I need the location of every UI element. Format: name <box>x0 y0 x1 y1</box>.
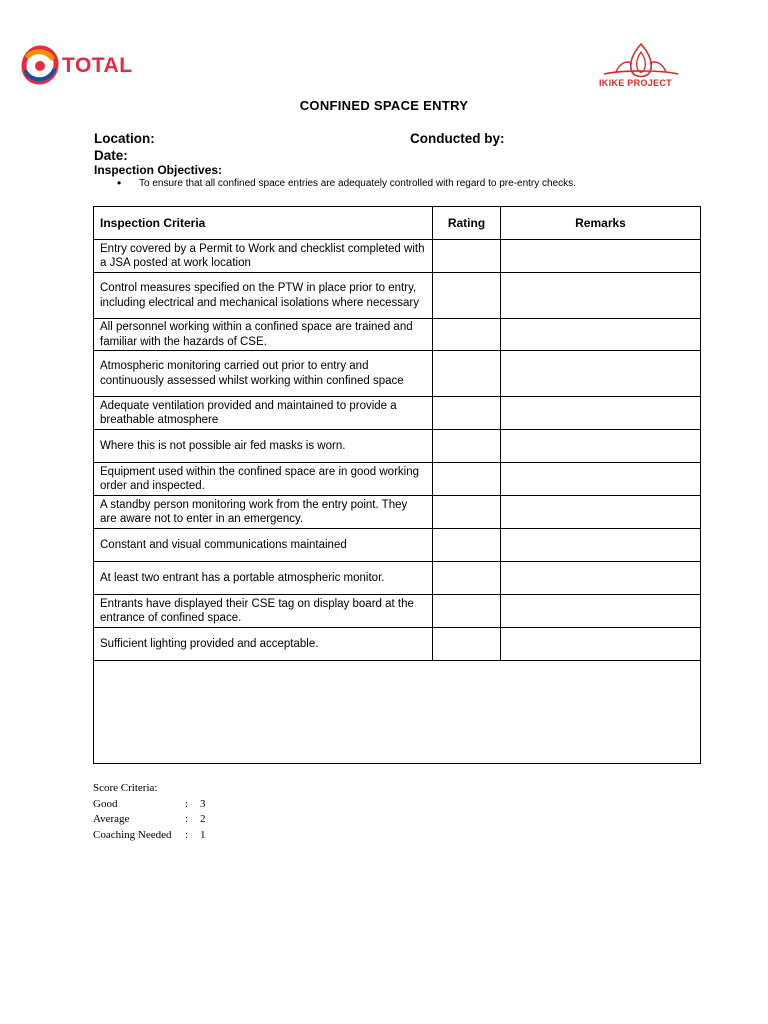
criteria-cell: At least two entrant has a portable atmospheric monitor. <box>94 562 433 595</box>
inspection-table <box>93 206 701 764</box>
table-row <box>94 463 701 496</box>
remarks-cell[interactable] <box>501 562 701 595</box>
table-header-row <box>94 207 701 240</box>
rating-cell[interactable] <box>433 351 501 397</box>
criteria-cell: Control measures specified on the PTW in place prior to entry, including electrical and mechanical isolations where necessary <box>94 273 433 319</box>
criteria-cell: Entry covered by a Permit to Work and checklist completed with a JSA posted at work location <box>94 240 433 273</box>
rating-cell[interactable] <box>433 273 501 319</box>
conducted-by-label: Conducted by: <box>410 131 505 146</box>
rating-cell[interactable] <box>433 496 501 529</box>
remarks-cell[interactable] <box>501 595 701 628</box>
header-rating: Rating <box>433 207 501 240</box>
rating-cell[interactable] <box>433 397 501 430</box>
rating-cell[interactable] <box>433 430 501 463</box>
rating-cell[interactable] <box>433 319 501 351</box>
objective-text: To ensure that all confined space entries are adequately controlled with regard to pre-entry checks. <box>139 178 576 189</box>
ikike-logo <box>596 42 686 92</box>
total-emblem-icon <box>20 42 60 88</box>
criteria-cell: Adequate ventilation provided and maintained to provide a breathable atmosphere <box>94 397 433 430</box>
bullet-icon: • <box>117 176 122 190</box>
table-row <box>94 397 701 430</box>
score-value: 2 <box>200 813 206 825</box>
table-row <box>94 273 701 319</box>
rating-cell[interactable] <box>433 628 501 661</box>
remarks-cell[interactable] <box>501 351 701 397</box>
score-label: Coaching Needed <box>93 828 172 841</box>
notes-cell[interactable] <box>94 661 701 764</box>
table-row <box>94 529 701 562</box>
score-colon: : <box>185 813 189 825</box>
table-row <box>94 562 701 595</box>
ikike-logo-text: IKIKE PROJECT <box>599 78 672 88</box>
score-colon: : <box>185 828 189 841</box>
remarks-cell[interactable] <box>501 319 701 351</box>
rating-cell[interactable] <box>433 529 501 562</box>
header-remarks: Remarks <box>501 207 701 240</box>
rating-cell[interactable] <box>433 463 501 496</box>
criteria-cell: Sufficient lighting provided and acceptable. <box>94 628 433 661</box>
inspection-objectives-heading: Inspection Objectives: <box>94 163 223 177</box>
criteria-cell: All personnel working within a confined space are trained and familiar with the hazards of CSE. <box>94 319 433 351</box>
rating-cell[interactable] <box>433 562 501 595</box>
table-row <box>94 496 701 529</box>
score-colon: : <box>185 797 189 810</box>
table-row <box>94 628 701 661</box>
total-logo <box>20 42 135 90</box>
score-value: 1 <box>200 828 206 841</box>
score-value: 3 <box>200 797 206 810</box>
criteria-cell: Entrants have displayed their CSE tag on display board at the entrance of confined space. <box>94 595 433 628</box>
criteria-cell: Equipment used within the confined space are in good working order and inspected. <box>94 463 433 496</box>
table-row <box>94 351 701 397</box>
total-logo-text: TOTAL <box>62 54 133 77</box>
notes-row <box>94 661 701 764</box>
remarks-cell[interactable] <box>501 628 701 661</box>
score-heading: Score Criteria: <box>93 782 158 794</box>
score-label: Good <box>93 797 118 810</box>
remarks-cell[interactable] <box>501 397 701 430</box>
score-label: Average <box>93 813 130 825</box>
rating-cell[interactable] <box>433 240 501 273</box>
criteria-cell: Atmospheric monitoring carried out prior to entry and continuously assessed whilst working within confined space <box>94 351 433 397</box>
remarks-cell[interactable] <box>501 496 701 529</box>
table-row <box>94 430 701 463</box>
remarks-cell[interactable] <box>501 463 701 496</box>
location-label: Location: <box>94 131 155 146</box>
criteria-cell: Where this is not possible air fed masks is worn. <box>94 430 433 463</box>
remarks-cell[interactable] <box>501 529 701 562</box>
table-row <box>94 595 701 628</box>
remarks-cell[interactable] <box>501 430 701 463</box>
header-inspection-criteria: Inspection Criteria <box>94 207 433 240</box>
table-row <box>94 319 701 351</box>
criteria-cell: A standby person monitoring work from the entry point. They are aware not to enter in an emergency. <box>94 496 433 529</box>
rating-cell[interactable] <box>433 595 501 628</box>
remarks-cell[interactable] <box>501 240 701 273</box>
table-row <box>94 240 701 273</box>
remarks-cell[interactable] <box>501 273 701 319</box>
date-label: Date: <box>94 148 128 163</box>
page-title: CONFINED SPACE ENTRY <box>299 98 469 113</box>
ikike-emblem-icon <box>596 42 686 78</box>
criteria-cell: Constant and visual communications maintained <box>94 529 433 562</box>
